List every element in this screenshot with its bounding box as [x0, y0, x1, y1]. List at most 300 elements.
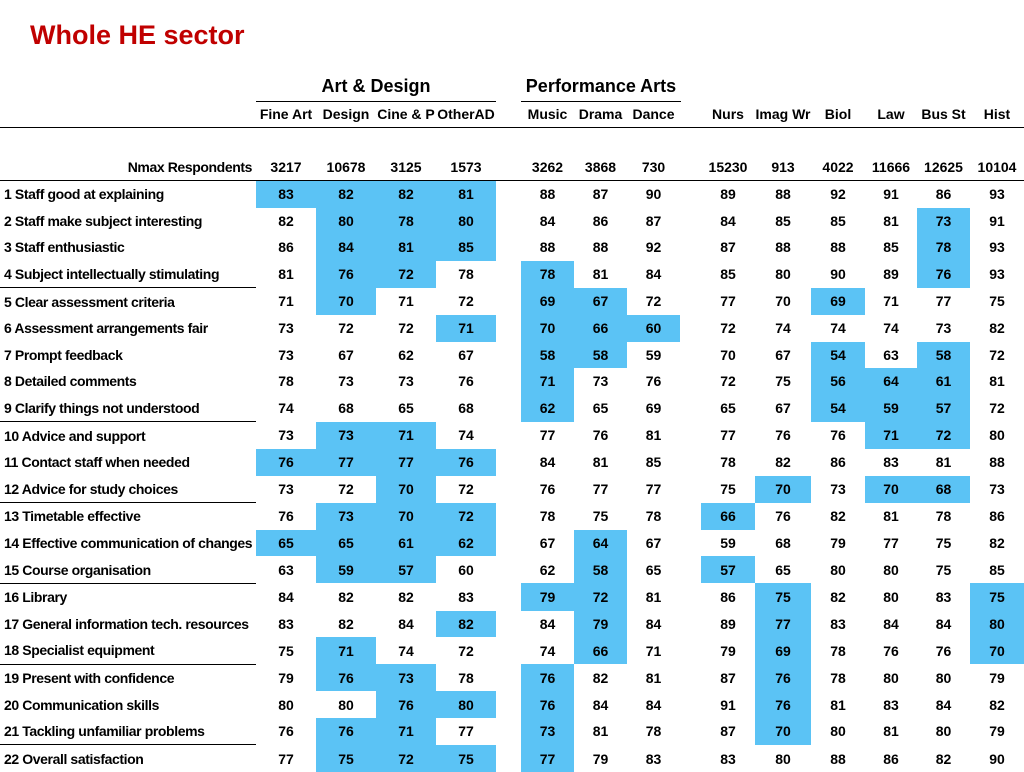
table-cell: 80: [278, 696, 294, 713]
table-cell: 58: [521, 342, 574, 369]
table-cell: 62: [398, 346, 414, 363]
table-cell: 84: [935, 696, 952, 713]
table-cell: 65: [316, 530, 376, 557]
column-gap: [680, 556, 701, 583]
table-cell: 65: [775, 561, 791, 578]
column-gap: [680, 395, 701, 422]
table-cell: 80: [883, 669, 899, 686]
table-cell: 68: [338, 400, 354, 417]
table-cell: 73: [376, 664, 436, 691]
column-gap: [680, 342, 701, 369]
spacer-row: [0, 128, 1024, 155]
nmax-value: 3217: [256, 154, 316, 181]
table-cell: 76: [521, 691, 574, 718]
table-cell: 73: [935, 320, 952, 337]
table-cell: 87: [720, 239, 736, 256]
table-cell: 71: [436, 315, 496, 342]
table-cell: 80: [989, 427, 1005, 444]
table-row: [0, 181, 1024, 208]
table-cell: 85: [436, 234, 496, 261]
table-cell: 82: [989, 696, 1005, 713]
table-cell: 72: [376, 745, 436, 772]
table-cell: 78: [458, 669, 474, 686]
nmax-value: 12625: [917, 154, 970, 181]
table-row: [0, 476, 1024, 503]
table-cell: 62: [539, 561, 556, 578]
table-cell: 79: [278, 669, 294, 686]
table-cell: 75: [775, 373, 791, 390]
table-cell: 73: [316, 422, 376, 449]
table-cell: 72: [989, 400, 1005, 417]
table-cell: 80: [436, 208, 496, 235]
table-cell: 80: [775, 750, 791, 767]
table-cell: 79: [989, 669, 1005, 686]
table-cell: 78: [830, 642, 846, 659]
table-cell: 76: [539, 481, 556, 498]
row-label: 17 General information tech. resources: [4, 615, 249, 632]
table-cell: 92: [830, 186, 846, 203]
table-cell: 89: [720, 615, 736, 632]
nmax-value: 10104: [970, 154, 1024, 181]
table-cell: 67: [775, 346, 791, 363]
table-cell: 81: [935, 454, 952, 471]
table-cell: 80: [775, 266, 791, 283]
table-cell: 78: [830, 669, 846, 686]
table-cell: 81: [645, 669, 662, 686]
table-cell: 81: [592, 454, 609, 471]
table-row: [0, 208, 1024, 235]
table-cell: 73: [278, 427, 294, 444]
column-gap: [496, 530, 521, 557]
table-cell: 69: [521, 288, 574, 315]
table-cell: 73: [917, 208, 970, 235]
table-cell: 85: [883, 239, 899, 256]
table-cell: 84: [539, 615, 556, 632]
table-cell: 57: [701, 556, 755, 583]
row-label: 4 Subject intellectually stimulating: [0, 261, 256, 288]
table-cell: 77: [645, 481, 662, 498]
table-cell: 64: [865, 368, 917, 395]
table-cell: 71: [376, 422, 436, 449]
table-cell: 82: [935, 750, 952, 767]
table-cell: 76: [256, 449, 316, 476]
table-cell: 81: [989, 373, 1005, 390]
column-gap: [496, 101, 521, 128]
table-row: [0, 503, 1024, 530]
table-cell: 72: [917, 422, 970, 449]
column-gap: [496, 422, 521, 449]
table-cell: 75: [935, 535, 952, 552]
table-cell: 84: [645, 615, 662, 632]
table-cell: 69: [755, 637, 811, 664]
table-cell: 76: [830, 427, 846, 444]
table-cell: 72: [458, 293, 474, 310]
table-cell: 76: [935, 642, 952, 659]
table-cell: 83: [883, 696, 899, 713]
table-cell: 88: [830, 239, 846, 256]
table-cell: 85: [645, 454, 662, 471]
table-cell: 80: [830, 561, 846, 578]
nmax-value: 3262: [521, 154, 574, 181]
table-cell: 77: [720, 427, 736, 444]
column-gap: [496, 476, 521, 503]
table-cell: 80: [935, 669, 952, 686]
table-cell: 72: [338, 320, 354, 337]
column-gap: [680, 368, 701, 395]
table-cell: 68: [917, 476, 970, 503]
table-cell: 74: [883, 320, 899, 337]
column-gap: [496, 234, 521, 261]
table-cell: 64: [574, 530, 627, 557]
table-cell: 65: [256, 530, 316, 557]
table-cell: 71: [521, 368, 574, 395]
column-gap: [496, 718, 521, 745]
table-cell: 70: [865, 476, 917, 503]
table-cell: 54: [811, 342, 865, 369]
table-row: [0, 342, 1024, 369]
table-cell: 82: [592, 669, 609, 686]
table-cell: 82: [989, 535, 1005, 552]
table-cell: 71: [376, 718, 436, 745]
table-cell: 86: [989, 508, 1005, 525]
table-cell: 82: [775, 454, 791, 471]
table-cell: 80: [338, 696, 354, 713]
table-cell: 86: [592, 212, 609, 229]
table-cell: 72: [458, 642, 474, 659]
table-row: [0, 664, 1024, 691]
table-cell: 75: [970, 583, 1024, 610]
column-header-design: Design: [316, 101, 376, 128]
column-gap: [680, 611, 701, 638]
row-label: 12 Advice for study choices: [0, 476, 256, 503]
table-row: [0, 315, 1024, 342]
table-cell: 78: [539, 508, 556, 525]
nmax-value: 4022: [811, 154, 865, 181]
table-cell: 77: [720, 293, 736, 310]
row-label: 18 Specialist equipment: [0, 637, 256, 664]
column-gap: [496, 181, 521, 208]
table-cell: 67: [645, 535, 662, 552]
column-gap: [680, 208, 701, 235]
table-cell: 59: [316, 556, 376, 583]
table-cell: 67: [539, 535, 556, 552]
table-cell: 76: [883, 642, 899, 659]
table-cell: 76: [436, 449, 496, 476]
table-cell: 83: [256, 181, 316, 208]
table-cell: 83: [278, 615, 294, 632]
table-cell: 85: [989, 561, 1005, 578]
table-cell: 74: [775, 320, 791, 337]
table-cell: 80: [935, 723, 952, 740]
table-cell: 75: [592, 508, 609, 525]
table-cell: 72: [376, 261, 436, 288]
column-gap: [680, 718, 701, 745]
table-row: [0, 422, 1024, 449]
table-cell: 70: [775, 293, 791, 310]
table-cell: 79: [521, 583, 574, 610]
column-gap: [680, 234, 701, 261]
table-cell: 82: [278, 212, 294, 229]
row-label: 21 Tackling unfamiliar problems: [0, 718, 256, 745]
row-label: 1 Staff good at explaining: [4, 186, 164, 203]
column-gap: [496, 611, 521, 638]
table-cell: 81: [645, 588, 662, 605]
row-label: 19 Present with confidence: [4, 669, 175, 686]
column-gap: [496, 342, 521, 369]
table-cell: 84: [883, 615, 899, 632]
table-cell: 72: [720, 320, 736, 337]
column-gap: [680, 637, 701, 664]
table-cell: 76: [775, 427, 791, 444]
table-cell: 81: [830, 696, 846, 713]
table-cell: 87: [592, 186, 609, 203]
table-cell: 70: [720, 346, 736, 363]
row-label: 9 Clarify things not understood: [0, 395, 256, 422]
table-cell: 60: [627, 315, 680, 342]
column-header-otherad: OtherAD: [436, 101, 496, 128]
nmax-value: 10678: [316, 154, 376, 181]
table-cell: 81: [592, 266, 609, 283]
table-cell: 75: [278, 642, 294, 659]
nmax-value: 730: [627, 154, 680, 181]
row-label: 11 Contact staff when needed: [4, 454, 190, 471]
table-cell: 60: [458, 561, 474, 578]
table-cell: 84: [645, 696, 662, 713]
table-cell: 89: [883, 266, 899, 283]
table-cell: 81: [645, 427, 662, 444]
table-cell: 74: [398, 642, 414, 659]
table-cell: 58: [574, 556, 627, 583]
column-gap: [496, 368, 521, 395]
table-cell: 88: [989, 454, 1005, 471]
table-cell: 67: [338, 346, 354, 363]
table-cell: 84: [720, 212, 736, 229]
table-cell: 73: [278, 481, 294, 498]
table-cell: 86: [883, 750, 899, 767]
table-cell: 79: [989, 723, 1005, 740]
column-gap: [496, 664, 521, 691]
table-cell: 84: [645, 266, 662, 283]
table-cell: 76: [755, 691, 811, 718]
table-row: [0, 530, 1024, 557]
row-label: 22 Overall satisfaction: [4, 750, 144, 767]
group-header-art-design: Art & Design: [321, 76, 431, 96]
row-label: 15 Course organisation: [0, 556, 256, 583]
satisfaction-table: [0, 101, 1024, 772]
column-gap: [680, 530, 701, 557]
group-header-performance-arts: Performance Arts: [525, 76, 677, 96]
table-cell: 91: [720, 696, 736, 713]
column-gap: [496, 261, 521, 288]
table-cell: 77: [539, 427, 556, 444]
table-cell: 84: [316, 234, 376, 261]
table-cell: 85: [720, 266, 736, 283]
table-cell: 68: [458, 400, 474, 417]
table-cell: 88: [539, 239, 556, 256]
table-cell: 78: [376, 208, 436, 235]
column-gap: [680, 154, 701, 181]
table-cell: 59: [865, 395, 917, 422]
table-cell: 76: [458, 373, 474, 390]
table-cell: 71: [865, 422, 917, 449]
table-cell: 81: [376, 234, 436, 261]
table-cell: 56: [811, 368, 865, 395]
table-cell: 69: [645, 400, 662, 417]
table-cell: 77: [521, 745, 574, 772]
nmax-value: 3868: [574, 154, 627, 181]
table-cell: 82: [830, 508, 846, 525]
table-cell: 77: [316, 449, 376, 476]
table-cell: 83: [935, 588, 952, 605]
table-cell: 91: [883, 186, 899, 203]
table-cell: 68: [775, 535, 791, 552]
table-cell: 70: [316, 288, 376, 315]
table-cell: 75: [935, 561, 952, 578]
table-cell: 74: [539, 642, 556, 659]
table-cell: 83: [720, 750, 736, 767]
column-header-drama: Drama: [574, 101, 627, 128]
table-cell: 70: [755, 718, 811, 745]
table-cell: 70: [521, 315, 574, 342]
table-cell: 80: [316, 208, 376, 235]
table-cell: 72: [436, 503, 496, 530]
table-cell: 76: [755, 664, 811, 691]
table-cell: 73: [278, 320, 294, 337]
page-title: Whole HE sector: [30, 20, 245, 50]
table-cell: 62: [436, 530, 496, 557]
table-row: [0, 288, 1024, 315]
table-cell: 67: [574, 288, 627, 315]
table-cell: 67: [775, 400, 791, 417]
table-cell: 76: [278, 723, 294, 740]
table-cell: 73: [592, 373, 609, 390]
column-gap: [680, 261, 701, 288]
table-cell: 85: [775, 212, 791, 229]
column-gap: [680, 583, 701, 610]
table-cell: 71: [398, 293, 414, 310]
row-label: 10 Advice and support: [4, 427, 146, 444]
table-row: [0, 261, 1024, 288]
table-cell: 75: [755, 583, 811, 610]
table-row: [0, 611, 1024, 638]
table-row: [0, 691, 1024, 718]
column-gap: [496, 503, 521, 530]
nmax-value: 913: [755, 154, 811, 181]
table-cell: 81: [436, 181, 496, 208]
row-label: 7 Prompt feedback: [4, 346, 123, 363]
table-cell: 84: [539, 454, 556, 471]
column-gap: [496, 691, 521, 718]
table-cell: 65: [592, 400, 609, 417]
table-cell: 90: [830, 266, 846, 283]
row-label: 14 Effective communication of changes: [4, 535, 253, 552]
nmax-value: 15230: [701, 154, 755, 181]
table-cell: 65: [720, 400, 736, 417]
table-cell: 81: [883, 723, 899, 740]
table-cell: 77: [592, 481, 609, 498]
table-cell: 61: [917, 368, 970, 395]
table-cell: 78: [458, 266, 474, 283]
table-cell: 57: [917, 395, 970, 422]
table-cell: 75: [316, 745, 376, 772]
table-cell: 72: [989, 346, 1005, 363]
table-cell: 63: [278, 561, 294, 578]
table-cell: 78: [935, 508, 952, 525]
row-label: 6 Assessment arrangements fair: [4, 320, 208, 337]
table-row: [0, 583, 1024, 610]
table-row: [0, 718, 1024, 745]
table-cell: 90: [645, 186, 662, 203]
column-header-music: Music: [521, 101, 574, 128]
table-cell: 73: [830, 481, 846, 498]
table-cell: 67: [458, 346, 474, 363]
table-cell: 80: [436, 691, 496, 718]
column-gap: [496, 315, 521, 342]
row-label: 16 Library: [4, 589, 67, 606]
table-cell: 72: [645, 293, 662, 310]
column-header-dance: Dance: [627, 101, 680, 128]
table-cell: 73: [316, 503, 376, 530]
column-gap: [496, 154, 521, 181]
table-cell: 79: [592, 750, 609, 767]
table-cell: 82: [398, 588, 414, 605]
table-cell: 87: [720, 723, 736, 740]
table-cell: 78: [521, 261, 574, 288]
table-cell: 83: [458, 588, 474, 605]
table-cell: 59: [720, 535, 736, 552]
row-label: 8 Detailed comments: [4, 373, 137, 390]
table-cell: 71: [645, 642, 662, 659]
table-cell: 76: [592, 427, 609, 444]
table-cell: 61: [376, 530, 436, 557]
table-cell: 76: [645, 373, 662, 390]
column-gap: [680, 691, 701, 718]
table-cell: 76: [917, 261, 970, 288]
table-cell: 54: [811, 395, 865, 422]
column-gap: [496, 583, 521, 610]
column-gap: [680, 449, 701, 476]
row-label: 20 Communication skills: [4, 696, 159, 713]
row-label: 3 Staff enthusiastic: [4, 239, 125, 256]
table-cell: 82: [316, 181, 376, 208]
table-cell: 83: [645, 750, 662, 767]
table-cell: 80: [883, 561, 899, 578]
table-cell: 57: [376, 556, 436, 583]
table-cell: 93: [989, 186, 1005, 203]
table-cell: 85: [830, 212, 846, 229]
table-row: [0, 637, 1024, 664]
table-cell: 73: [278, 346, 294, 363]
column-gap: [496, 449, 521, 476]
table-cell: 84: [398, 615, 414, 632]
nmax-value: 3125: [376, 154, 436, 181]
table-cell: 84: [278, 588, 294, 605]
table-cell: 92: [645, 239, 662, 256]
table-cell: 77: [935, 293, 952, 310]
column-header-hist: Hist: [970, 101, 1024, 128]
table-cell: 71: [883, 293, 899, 310]
table-cell: 78: [645, 508, 662, 525]
column-gap: [680, 101, 701, 128]
table-cell: 77: [883, 535, 899, 552]
table-cell: 80: [830, 723, 846, 740]
table-cell: 74: [830, 320, 846, 337]
table-cell: 86: [935, 186, 952, 203]
table-cell: 93: [989, 239, 1005, 256]
table-cell: 81: [883, 508, 899, 525]
table-cell: 73: [338, 373, 354, 390]
table-cell: 76: [775, 508, 791, 525]
